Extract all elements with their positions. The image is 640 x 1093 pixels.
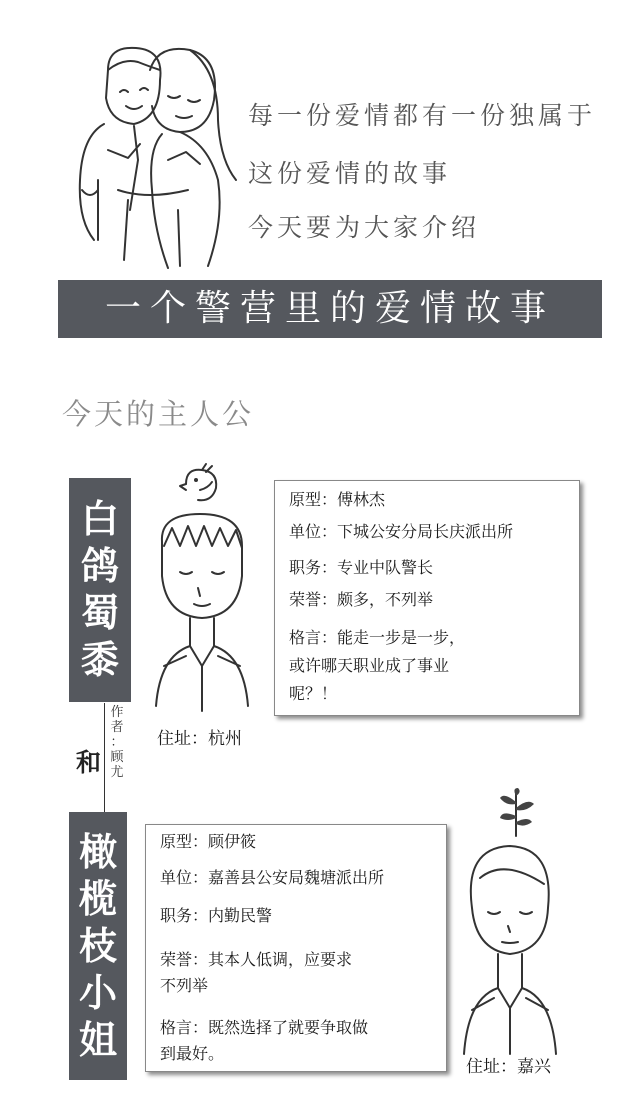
person1-info-card — [274, 480, 580, 716]
policewoman-illustration — [454, 838, 564, 1058]
person2-honors-line-2: 不列举 — [160, 976, 209, 995]
person1-name-char: 黍 — [80, 638, 119, 682]
person1-motto-line-1: 格言：能走一步是一步， — [289, 628, 466, 647]
person2-name-char: 姐 — [78, 1017, 117, 1062]
person2-honors-line-1: 荣誉：其本人低调，应要求 — [160, 950, 353, 969]
intro-line-2: 这份爱情的故事 — [248, 159, 452, 188]
person1-unit: 单位：下城公安分局长庆派出所 — [289, 522, 514, 541]
person2-address: 住址：嘉兴 — [466, 1057, 551, 1077]
section-heading: 今天的主人公 — [62, 397, 255, 431]
couple-illustration — [68, 40, 246, 272]
connector-text: 和 — [76, 748, 102, 777]
person2-name-char: 枝 — [78, 923, 117, 968]
person1-position: 职务：专业中队警长 — [289, 558, 434, 577]
person1-prototype: 原型：傅林杰 — [289, 490, 386, 509]
person2-name-char: 橄 — [78, 829, 117, 874]
connector-line — [104, 703, 105, 813]
author-char: 顾 — [110, 750, 124, 765]
person2-name-char: 榄 — [78, 876, 117, 921]
olive-branch-icon — [494, 788, 538, 838]
person2-prototype: 原型：顾伊筱 — [160, 832, 257, 851]
author-char: 尤 — [110, 765, 124, 780]
story-title-banner: 一个警营里的爱情故事 — [58, 280, 602, 338]
author-char: 作 — [110, 705, 124, 720]
person2-motto-line-1: 格言：既然选择了就要争取做 — [160, 1018, 369, 1037]
bird-icon — [178, 462, 222, 506]
person1-name-char: 蜀 — [80, 591, 119, 635]
person2-unit: 单位：嘉善县公安局魏塘派出所 — [160, 868, 385, 887]
person1-name-bar — [69, 478, 131, 702]
person2-info-card — [145, 824, 447, 1072]
author-credit — [108, 705, 126, 780]
person1-name-char: 鸽 — [80, 544, 119, 588]
person1-address: 住址：杭州 — [157, 729, 242, 749]
author-char: ： — [110, 735, 124, 750]
person2-name-char: 小 — [78, 970, 117, 1015]
intro-line-1: 每一份爱情都有一份独属于 — [248, 101, 597, 130]
intro-line-3: 今天要为大家介绍 — [248, 213, 481, 242]
person1-motto-line-2: 或许哪天职业成了事业 — [289, 656, 450, 675]
person1-name-char: 白 — [80, 497, 119, 541]
person2-name-bar — [69, 812, 127, 1080]
person2-motto-line-2: 到最好。 — [160, 1044, 225, 1063]
person2-position: 职务：内勤民警 — [160, 906, 273, 925]
policeman-illustration — [150, 506, 254, 716]
person1-honors: 荣誉：颇多，不列举 — [289, 590, 434, 609]
person1-motto-line-3: 呢？！ — [289, 684, 338, 703]
author-char: 者 — [110, 720, 124, 735]
